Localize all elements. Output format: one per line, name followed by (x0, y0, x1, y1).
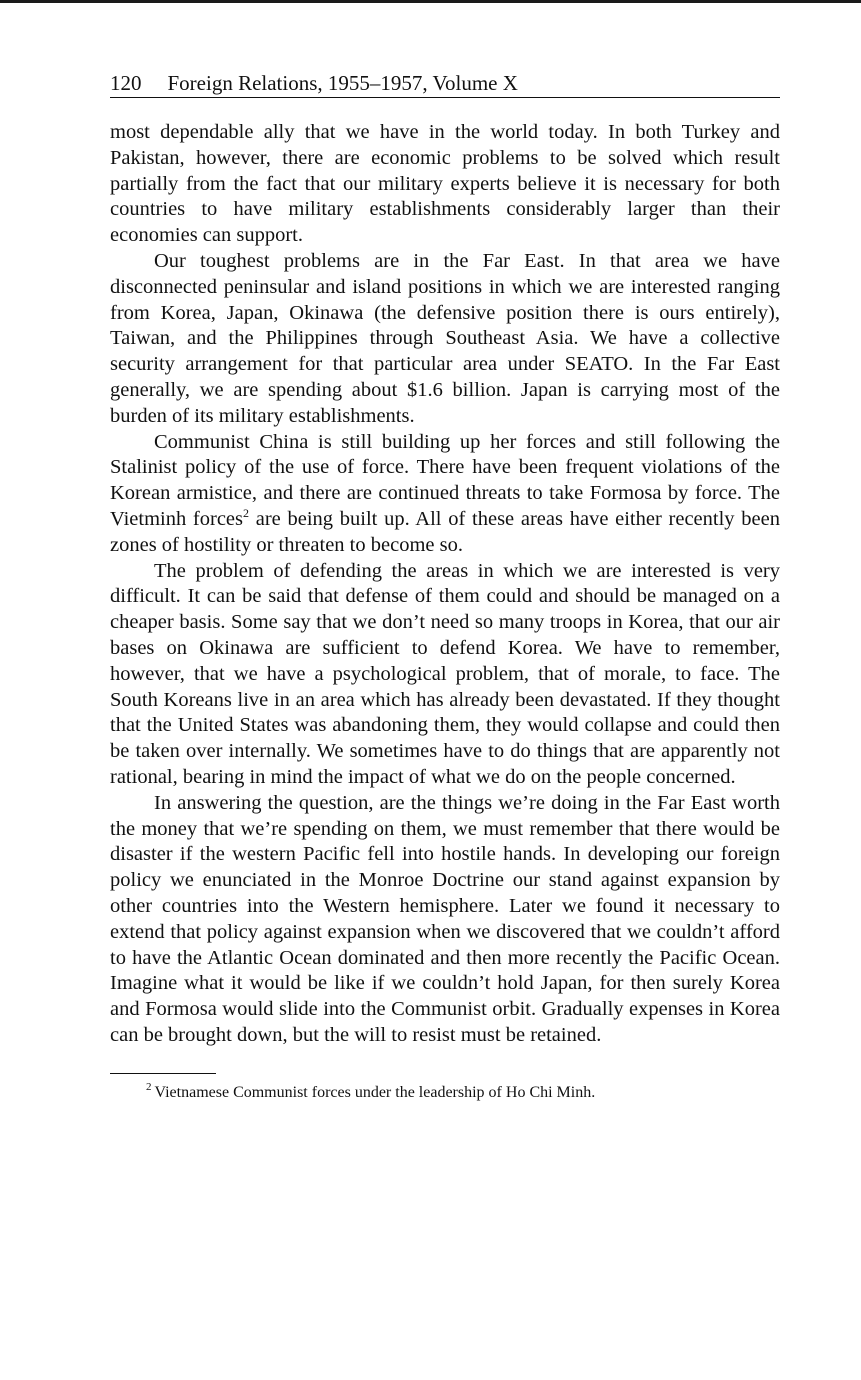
footnote-divider (110, 1073, 216, 1074)
paragraph-4: The problem of defending the areas in which we are interested is very difficult. It can be said that defense of them could and should be managed on a cheaper basis. Some say that we don’t need so many troops in Korea, that our air bases on Okinawa are sufficient to defend Korea. We have to remember, however, that we have a psychological problem, that of morale, to face. The South Koreans live in an area which has already been devastated. If they thought that the United States was abandoning them, they would collapse and could then be taken over internally. We sometimes have to do things that are apparently not rational, bearing in mind the impact of what we do on the people concerned. (110, 559, 780, 788)
footnote-mark: 2 (146, 1081, 152, 1094)
running-head (110, 70, 780, 98)
footnote-reference[interactable]: 2 (243, 506, 250, 521)
paragraph-2: Our toughest problems are in the Far East. In that area we have disconnected peninsular and island positions in which we are interested ranging from Korea, Japan, Okinawa (the defensive position there is ours entirely), Taiwan, and the Philippines through Southeast Asia. We have a collective security arrangement for that particular area under SEATO. In the Far East generally, we are spending about $1.6 billion. Japan is carrying most of the burden of its military establishments. (110, 249, 780, 427)
volume-title: Foreign Relations, 1955–1957, Volume X (167, 71, 518, 95)
paragraph-3-text-after: are being built up. All of these areas have either recently been zones of hostility or threaten to become so. (110, 507, 780, 556)
paragraph-5: In answering the question, are the things we’re doing in the Far East worth the money that we’re spending on them, we must remember that there would be disaster if the western Pacific fell into hostile hands. In developing our foreign policy we enunciated in the Monroe Doctrine our stand against expansion by other countries into the Western hemisphere. Later we found it necessary to extend that policy against expansion when we discovered that we couldn’t afford to have the Atlantic Ocean dominated and then more recently the Pacific Ocean. Imagine what it would be like if we couldn’t hold Japan, for then surely Korea and Formosa would slide into the Communist orbit. Gradually expenses in Korea can be brought down, but the will to resist must be retained. (110, 791, 780, 1046)
page-number: 120 (110, 71, 142, 95)
footnote (110, 1082, 780, 1104)
paragraph-3 (110, 430, 780, 559)
paragraph-1: most dependable ally that we have in the world today. In both Turkey and Pakistan, however, there are economic problems to be solved which result partially from the fact that our military experts believe it is necessary for both countries to have military establishments considerably larger than their economies can support. (110, 121, 780, 247)
body-text (110, 120, 780, 1049)
page-top-edge (0, 0, 861, 3)
paragraph-3-text-before: Communist China is still building up her forces and still following the Stalinist policy of the use of force. There have been frequent violations of the Korean armistice, and there are continued threats to take Formosa by force. The Vietminh forces (110, 430, 780, 530)
document-page (110, 70, 780, 1104)
footnote-text: Vietnamese Communist forces under the leadership of Ho Chi Minh. (154, 1083, 596, 1101)
